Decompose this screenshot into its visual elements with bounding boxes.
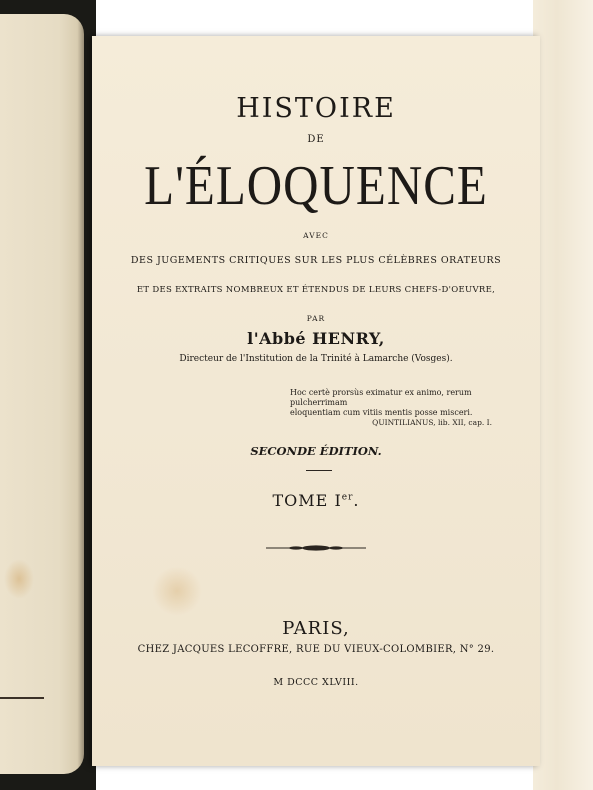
epigraph-line-2: eloquentiam cum vitiis mentis posse misceri.	[290, 408, 473, 417]
epigraph-line-1: Hoc certè prorsùs eximatur ex animo, rerum pulcherrimam	[290, 388, 472, 407]
tome-text: TOME I	[272, 491, 342, 510]
title-line-2: L'ÉLOQUENCE	[144, 153, 488, 217]
edition-label: SECONDE ÉDITION.	[250, 444, 382, 458]
epigraph	[290, 388, 530, 428]
foxing-stain	[4, 559, 34, 599]
tome-label	[92, 491, 540, 510]
title-page-content	[92, 36, 540, 766]
tome-superscript: er	[341, 492, 354, 503]
divider-rule	[306, 470, 332, 471]
title-line-1: HISTOIRE	[236, 93, 396, 124]
subtitle-line-1: DES JUGEMENTS CRITIQUES SUR LES PLUS CÉLÈBRES ORATEURS	[130, 255, 502, 266]
par-label: PAR	[306, 314, 326, 323]
author-role: Directeur de l'Institution de la Trinité à Lamarche (Vosges).	[179, 354, 453, 364]
author-name: l'Abbé HENRY,	[247, 329, 385, 348]
epigraph-source: QUINTILIANUS, lib. XII, cap. I.	[372, 418, 492, 427]
title-connector: DE	[307, 134, 325, 145]
ornament-divider-icon	[266, 544, 366, 552]
tome-suffix: .	[353, 491, 360, 510]
page-edges	[533, 0, 593, 790]
subtitle-line-2: ET DES EXTRAITS NOMBREUX ET ÉTENDUS DE LEURS CHEFS-D'OEUVRE,	[136, 285, 496, 295]
publication-date: M DCCC XLVIII.	[273, 677, 359, 688]
avec-label: AVEC	[303, 231, 329, 240]
title-page	[92, 36, 540, 766]
page-mark	[0, 697, 44, 699]
publisher-line: CHEZ JACQUES LECOFFRE, RUE DU VIEUX-COLOMBIER, N° 29.	[137, 644, 495, 655]
facing-page	[0, 14, 84, 774]
publication-city: PARIS,	[282, 618, 350, 639]
